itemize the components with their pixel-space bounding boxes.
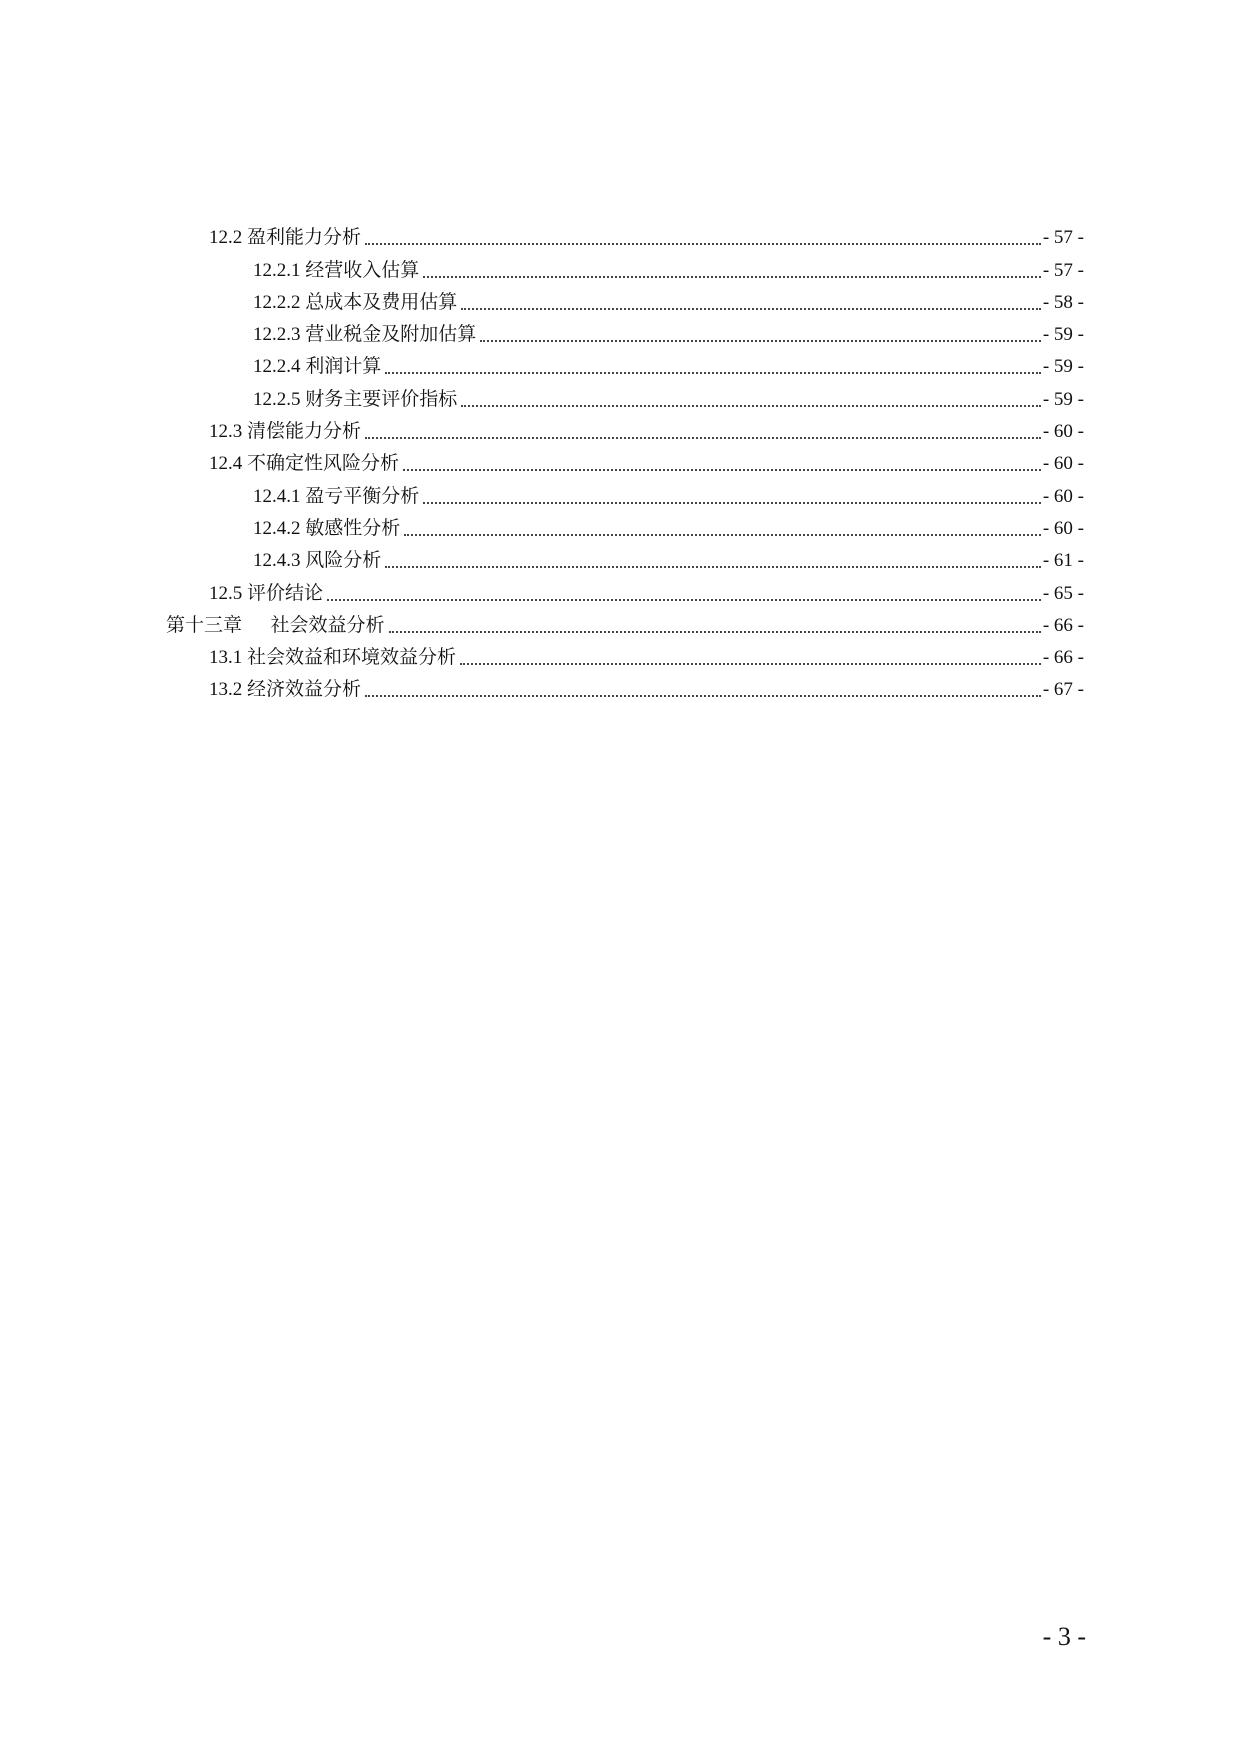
toc-entry-title: 12.3 清偿能力分析 — [209, 421, 362, 443]
toc-entry-title: 13.1 社会效益和环境效益分析 — [209, 647, 457, 669]
toc-entry-page: - 57 - — [1042, 227, 1084, 249]
toc-entry[interactable] — [0, 609, 1241, 641]
toc-entry-title: 13.2 经济效益分析 — [209, 679, 362, 701]
toc-dot-leader — [385, 566, 1041, 568]
toc-entry-page: - 59 - — [1042, 388, 1084, 410]
toc-entry[interactable] — [0, 576, 1241, 608]
toc-entry-title: 12.4.3 风险分析 — [253, 550, 382, 572]
toc-entry-title: 12.2.3 营业税金及附加估算 — [253, 324, 477, 346]
toc-entry-title: 12.4.2 敏感性分析 — [253, 517, 401, 539]
toc-entry[interactable] — [0, 544, 1241, 576]
toc-entry[interactable] — [0, 253, 1241, 285]
toc-entry-page: - 60 - — [1042, 517, 1084, 539]
toc-dot-leader — [365, 243, 1041, 245]
toc-entry-title: 12.2.4 利润计算 — [253, 356, 382, 378]
toc-entry-title: 12.2.2 总成本及费用估算 — [253, 291, 458, 313]
toc-entry[interactable] — [0, 350, 1241, 382]
toc-entry[interactable] — [0, 512, 1241, 544]
toc-entry-page: - 60 - — [1042, 421, 1084, 443]
toc-entry-page: - 60 - — [1042, 485, 1084, 507]
toc-dot-leader — [403, 469, 1041, 471]
toc-dot-leader — [461, 308, 1041, 310]
toc-dot-leader — [389, 631, 1041, 633]
toc-entry[interactable] — [0, 318, 1241, 350]
toc-dot-leader — [365, 695, 1041, 697]
toc-entry[interactable] — [0, 641, 1241, 673]
toc-entry-title: 12.5 评价结论 — [209, 582, 324, 604]
toc-entry[interactable] — [0, 286, 1241, 318]
toc-entry-title: 第十三章 社会效益分析 — [166, 614, 385, 636]
toc-entry-title: 12.2.1 经营收入估算 — [253, 259, 420, 281]
toc-dot-leader — [461, 405, 1041, 407]
toc-dot-leader — [423, 276, 1041, 278]
toc-entry-page: - 58 - — [1042, 291, 1084, 313]
toc-entry-page: - 61 - — [1042, 550, 1084, 572]
page-number: - 3 - — [1042, 1622, 1086, 1651]
toc-entry-title: 12.2 盈利能力分析 — [209, 227, 362, 249]
toc-entry[interactable] — [0, 673, 1241, 705]
toc-entry[interactable] — [0, 479, 1241, 511]
toc-entry-page: - 59 - — [1042, 324, 1084, 346]
toc-entry[interactable] — [0, 447, 1241, 479]
toc-entry[interactable] — [0, 221, 1241, 253]
toc-entry-title: 12.4 不确定性风险分析 — [209, 453, 400, 475]
toc-entry-page: - 66 - — [1042, 647, 1084, 669]
toc-entry-title: 12.4.1 盈亏平衡分析 — [253, 485, 420, 507]
toc-dot-leader — [480, 340, 1041, 342]
toc-dot-leader — [385, 372, 1041, 374]
toc-dot-leader — [365, 437, 1041, 439]
toc-entry[interactable] — [0, 415, 1241, 447]
toc-entry-page: - 65 - — [1042, 582, 1084, 604]
toc-entry-page: - 60 - — [1042, 453, 1084, 475]
toc-dot-leader — [404, 534, 1041, 536]
toc-dot-leader — [327, 599, 1041, 601]
toc-entry-page: - 66 - — [1042, 614, 1084, 636]
toc-entry[interactable] — [0, 382, 1241, 414]
toc-entry-title: 12.2.5 财务主要评价指标 — [253, 388, 458, 410]
toc-dot-leader — [460, 663, 1041, 665]
toc-dot-leader — [423, 502, 1041, 504]
toc-entry-page: - 67 - — [1042, 679, 1084, 701]
toc-entry-page: - 59 - — [1042, 356, 1084, 378]
table-of-contents — [0, 221, 1241, 705]
toc-entry-page: - 57 - — [1042, 259, 1084, 281]
